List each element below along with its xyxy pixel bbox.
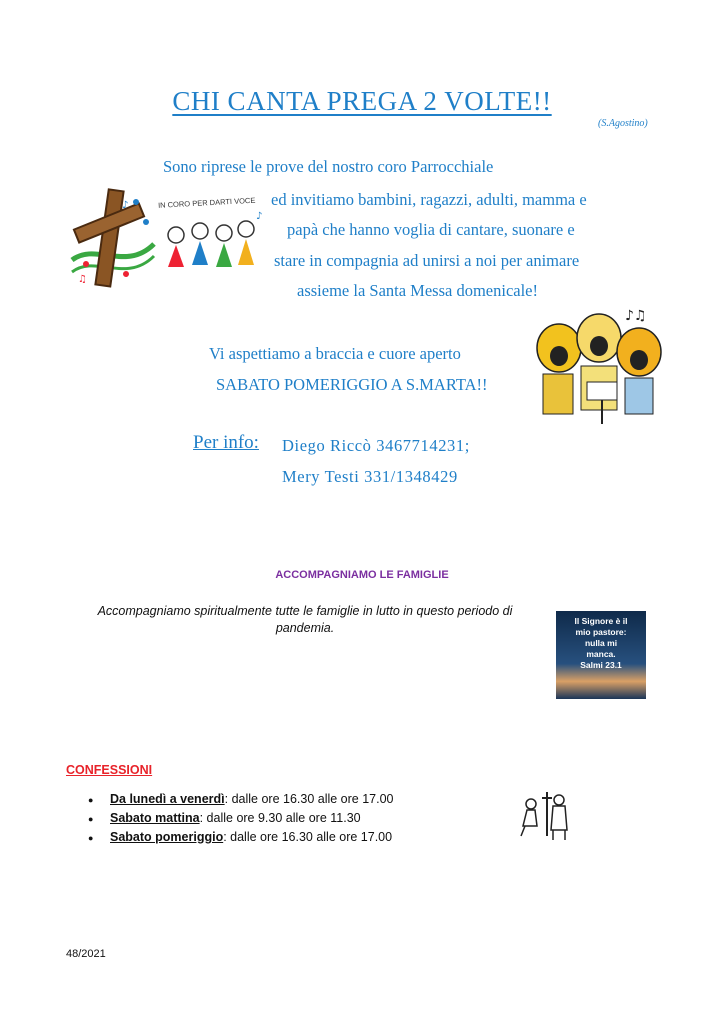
svg-text:♪♫: ♪♫ bbox=[625, 308, 647, 324]
cross-music-icon bbox=[66, 182, 158, 294]
confessions-title: CONFESSIONI bbox=[66, 763, 153, 777]
confession-icon bbox=[517, 786, 573, 842]
confession-time: : dalle ore 9.30 alle ore 11.30 bbox=[199, 811, 361, 825]
psalm-text bbox=[556, 616, 646, 671]
info-contact-1: Diego Riccò 3467714231; bbox=[282, 436, 470, 455]
invite-line-1: Vi aspettiamo a braccia e cuore aperto bbox=[209, 344, 461, 363]
info-label: Per info: bbox=[193, 432, 259, 453]
psalm-line-1: Il Signore è il bbox=[574, 616, 628, 626]
invite-line-2: SABATO POMERIGGIO A S.MARTA!! bbox=[216, 375, 488, 394]
intro-line-1: Sono riprese le prove del nostro coro Parrocchiale bbox=[163, 157, 494, 176]
confessions-list bbox=[88, 792, 394, 849]
confession-time: : dalle ore 16.30 alle ore 17.00 bbox=[223, 830, 393, 844]
families-text: Accompagniamo spiritualmente tutte le famiglie in lutto in questo periodo di pandemia. bbox=[97, 604, 513, 635]
page-title: CHI CANTA PREGA 2 VOLTE!! bbox=[172, 86, 552, 116]
svg-text:♫: ♫ bbox=[78, 274, 87, 285]
intro-line-3: papà che hanno voglia di cantare, suonare e bbox=[287, 220, 575, 239]
intro-line-4: stare in compagnia ad unirsi a noi per animare bbox=[274, 251, 580, 270]
choir-drawing bbox=[157, 195, 266, 280]
list-item bbox=[88, 811, 394, 830]
info-contact-2: Mery Testi 331/1348429 bbox=[282, 467, 458, 486]
intro-line-2: ed invitiamo bambini, ragazzi, adulti, mamma e bbox=[271, 190, 587, 209]
children-singing-icon bbox=[158, 207, 266, 277]
confession-day: Da lunedì a venerdì bbox=[110, 792, 225, 806]
psalm-line-3: nulla mi bbox=[584, 638, 618, 648]
svg-text:♪: ♪ bbox=[256, 211, 263, 222]
svg-text:♪: ♪ bbox=[122, 200, 129, 211]
list-item bbox=[88, 792, 394, 811]
psalm-line-4: manca. bbox=[586, 649, 616, 659]
title-citation: (S.Agostino) bbox=[598, 118, 648, 129]
confession-time: : dalle ore 16.30 alle ore 17.00 bbox=[224, 792, 394, 806]
confession-day: Sabato mattina bbox=[110, 811, 200, 825]
singers-icon bbox=[527, 304, 667, 426]
confession-day: Sabato pomeriggio bbox=[110, 830, 224, 844]
families-title: ACCOMPAGNIAMO LE FAMIGLIE bbox=[275, 569, 449, 581]
psalm-line-2: mio pastore: bbox=[575, 627, 627, 637]
choir-drawing-caption: IN CORO PER DARTI VOCE bbox=[157, 195, 256, 210]
psalm-line-5: Salmi 23.1 bbox=[580, 660, 622, 670]
intro-line-5: assieme la Santa Messa domenicale! bbox=[297, 281, 538, 300]
list-item bbox=[88, 830, 394, 849]
issue-number: 48/2021 bbox=[66, 948, 106, 960]
